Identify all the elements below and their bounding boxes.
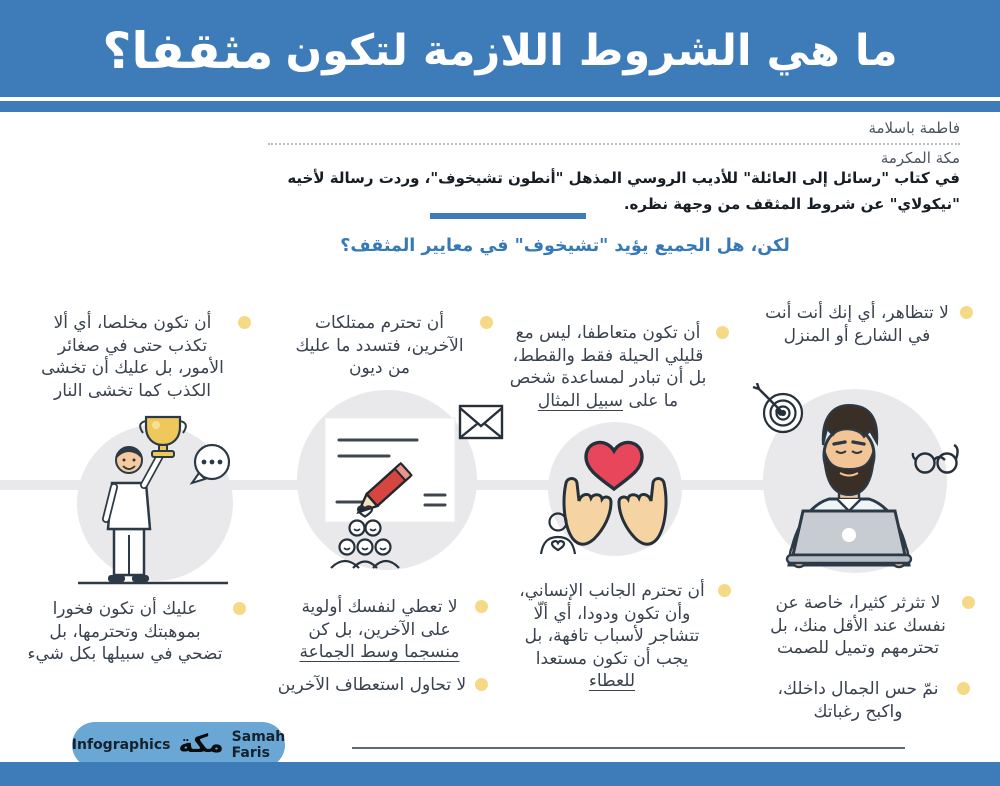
laptop-icon xyxy=(787,511,911,563)
makkah-newspaper-logo: مكة xyxy=(178,728,224,758)
condition-text: نمّ حس الجمال داخلك، واكبح رغباتك xyxy=(777,679,939,722)
bullet-dot-icon xyxy=(960,306,973,319)
condition-text: عليك أن تكون فخورا بموهبتك وتحترمها، بل تضحي في سبيلها بكل شيء xyxy=(27,599,223,665)
bullet-dot-icon xyxy=(957,682,970,695)
credits-infographics-label: Infographics xyxy=(71,737,171,753)
letter-writing-illustration xyxy=(277,382,507,582)
bullet-dot-icon xyxy=(233,602,246,615)
condition-text-underlined: منسجما وسط الجماعة xyxy=(299,642,460,663)
byline-location: مكة المكرمة xyxy=(880,149,960,167)
credits-author-name: Samah Faris xyxy=(231,729,286,761)
bullet-dot-icon xyxy=(716,326,729,339)
bottom-divider-line xyxy=(352,747,905,749)
condition-bullet xyxy=(508,322,708,412)
condition-bullet xyxy=(25,598,225,666)
page-title-text: ما هي الشروط اللازمة لتكون xyxy=(285,26,898,76)
condition-bullet xyxy=(767,678,949,723)
condition-text-underlined: للعطاء xyxy=(588,671,636,692)
bullet-dot-icon xyxy=(475,678,488,691)
condition-bullet xyxy=(762,592,954,660)
page-title-emphasis: مثقفا؟ xyxy=(102,22,274,80)
envelope-icon xyxy=(460,406,502,438)
dartboard-icon xyxy=(753,383,802,432)
byline-divider xyxy=(268,143,960,145)
condition-text: أن تحترم ممتلكات الآخرين، فتسدد ما عليك من ديون xyxy=(295,313,464,379)
man-laptop-illustration xyxy=(737,383,972,593)
header-accent-strip xyxy=(0,101,1000,112)
condition-bullet xyxy=(277,674,467,697)
page-title xyxy=(0,8,1000,94)
footer-band xyxy=(0,762,1000,786)
bullet-dot-icon xyxy=(238,316,251,329)
condition-text: لا تحاول استعطاف الآخرين xyxy=(277,675,467,695)
bullet-dot-icon xyxy=(962,596,975,609)
trophy-winner-illustration xyxy=(60,405,250,605)
intro-question: لكن، هل الجميع يؤيد "تشيخوف" في معايير المثقف؟ xyxy=(340,236,790,256)
condition-text: أن تحترم الجانب الإنساني، وأن تكون ودودا، أي ألّا تتشاجر لأسباب تافهة، بل يجب أن تكون مستعدا xyxy=(519,581,705,669)
letter-paper-icon xyxy=(325,418,455,522)
condition-text-underlined: سبيل المثال xyxy=(537,390,624,411)
condition-bullet xyxy=(292,596,467,664)
condition-text: أن تكون متعاطفا، ليس مع قليلي الحيلة فقط والقطط، بل أن تبادر لمساعدة شخص ما على xyxy=(509,323,707,411)
bullet-dot-icon xyxy=(480,316,493,329)
condition-bullet xyxy=(35,312,230,402)
condition-text: لا تعطي لنفسك أولوية على الآخرين، بل كن xyxy=(301,597,458,640)
intro-underline-bar xyxy=(430,213,586,219)
bullet-dot-icon xyxy=(475,600,488,613)
hands-heart-illustration xyxy=(533,407,703,577)
condition-bullet xyxy=(287,312,472,380)
bullet-dot-icon xyxy=(718,584,731,597)
condition-text: لا تتظاهر، أي إنك أنت أنت في الشارع أو المنزل xyxy=(765,303,949,346)
condition-text: أن تكون مخلصا، أي ألا تكذب حتى في صغائر الأمور، بل عليك أن تخشى الكذب كما تخشى النار xyxy=(41,313,224,401)
condition-bullet xyxy=(514,580,710,693)
condition-bullet xyxy=(762,302,952,347)
intro-paragraph: في كتاب "رسائل إلى العائلة" للأديب الروسي المذهل "أنطون تشيخوف"، وردت رسالة لأخيه "نيكولاي" عن شروط المثقف من وجهة نظره. xyxy=(287,169,960,214)
byline-author: فاطمة باسلامة xyxy=(868,119,960,137)
condition-text: لا تثرثر كثيرا، خاصة عن نفسك عند الأقل منك، بل تحترمهم وتميل للصمت xyxy=(770,593,946,659)
